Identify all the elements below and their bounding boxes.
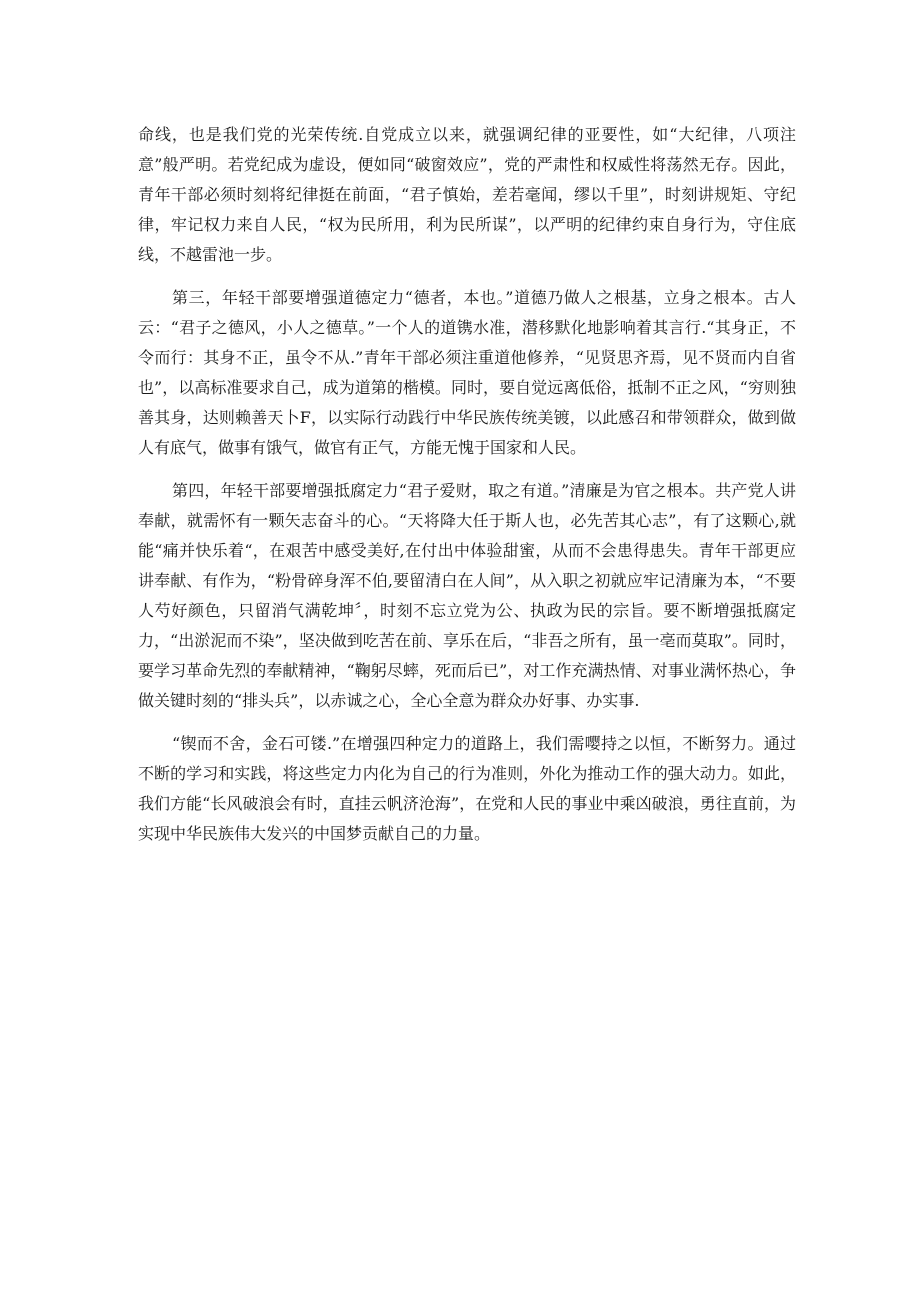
paragraph-conclusion: “锲而不舍，金石可镂.”在增强四种定力的道路上，我们需嘤持之以恒，不断努力。通过不断的学习和实践，将这些定力内化为自己的行为准则，外化为推动工作的强大动力。如此，我们方能“长风破浪会有时，直挂云帆济沧海”，在党和人民的事业中乘凶破浪，勇往直前，为实现中华民族伟大发兴的中国梦贡献自己的力量。 (138, 734, 796, 843)
document-body (138, 120, 796, 862)
paragraph-anti-corruption: 第四，年轻干部要增强抵腐定力“君子爱财，取之有道。”清廉是为官之根本。共产党人讲奉献，就需怀有一颗矢志奋斗的心。“天将降大任于斯人也，必先苦其心志”，有了这颗心,就能“痛并快乐着“，在艰苦中感受美好,在付出中体验甜蜜，从而不会患得患失。青年干部更应讲奉献、有作为，“粉骨碎身浑不伯,要留清白在人间”，从入职之初就应牢记清廉为本，“不要人芍好颜色，只留消气满乾坤〞，时刻不忘立党为公、执政为民的宗旨。要不断増强抵腐定力，“出淤泥而不染”，坚决做到吃苦在前、享乐在后，“非吾之所有，虽一亳而莫取”。同时，要学习革命先烈的奉献精神，“鞠躬尽蟀，死而后已”，对工作充满热情、对事业满怀热心，争做关键时刻的“排头兵”，以赤诚之心，全心全意为群众办好事、办实事. (138, 481, 796, 710)
paragraph-discipline-continued: 命线，也是我们党的光荣传统.自党成立以来，就强调纪律的亚要性，如“大纪律，八项注意”般严明。若党纪成为虚设，便如同“破窗效应”，党的严肃性和权威性将荡然无存。因此，青年干部必须时刻将纪律挺在前面，“君子慎始，差若毫闻，缪以千里”，时刻讲规矩、守纪律，牢记权力来自人民，“权为民所用，利为民所谋”，以严明的纪律约束自身行为，守住底线，不越雷池一步。 (138, 125, 796, 264)
paragraph-moral-strength: 第三，年轻干部要增强道德定力“德者，本也。”道德乃做人之根基，立身之根本。古人云：“君子之德风，小人之德草。”一个人的道镌水准，潜移默化地影响着其言行.“其身正，不令而行：其身不正，虽令不从.”青年干部必须注重道他修养，“见贤思齐焉，见不贤而内自省也”，以高标准要求自己，成为道第的楷模。同时，要自觉远离低俗，抵制不正之风，“穷则独善其身，达则赖善天卜F，以实际行动践行中华民族传统美镀，以此感召和带领群众，做到做人有底气，做事有饿气，做官有正气，方能无愧于国家和人民。 (138, 288, 796, 457)
